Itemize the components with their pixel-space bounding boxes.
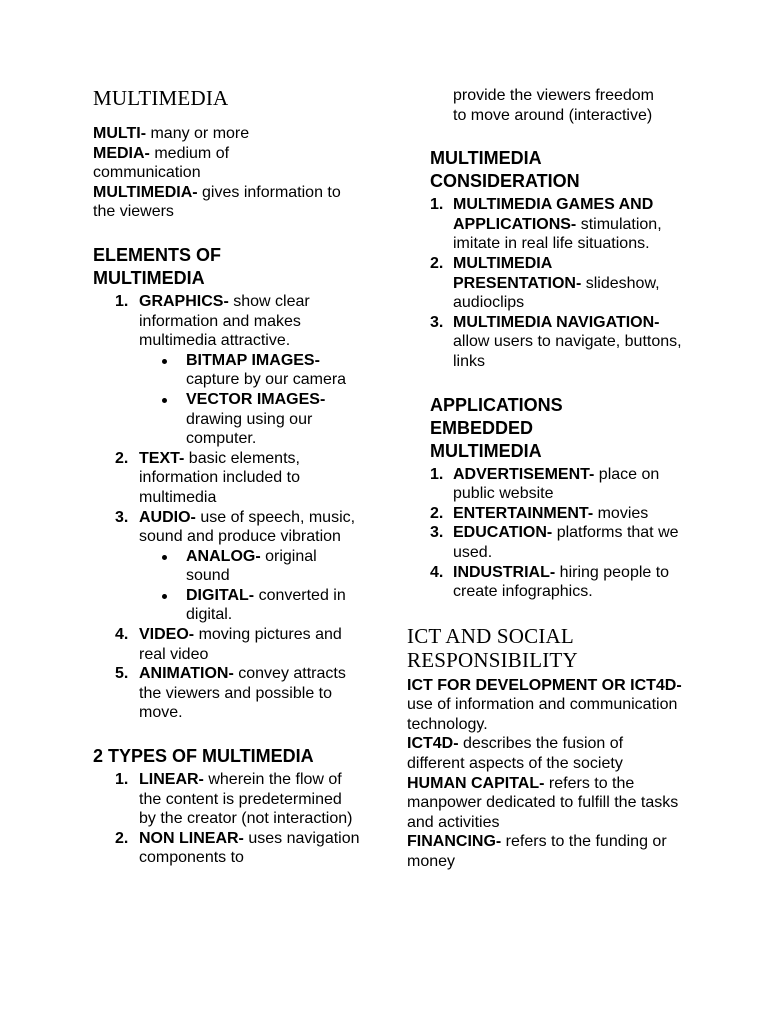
sub-term: DIGITAL- xyxy=(186,586,255,604)
definition-item xyxy=(407,774,682,833)
item-number: 2. xyxy=(115,449,129,467)
item-desc: moving pictures and real video xyxy=(139,626,342,663)
item-number: 3. xyxy=(430,524,444,542)
item-number: 1. xyxy=(115,771,129,789)
item-term: GRAPHICS- xyxy=(139,292,229,310)
definition-term: MEDIA- xyxy=(93,144,150,162)
left-column xyxy=(93,86,363,868)
list-item xyxy=(407,313,682,372)
item-number: 5. xyxy=(115,665,129,683)
definition-term: MULTI- xyxy=(93,125,147,142)
item-term: ENTERTAINMENT- xyxy=(453,504,594,522)
item-term: MULTIMEDIA GAMES AND APPLICATIONS- xyxy=(453,196,654,233)
definition-item xyxy=(407,734,682,773)
item-term: AUDIO- xyxy=(139,508,196,526)
sub-desc: drawing using our computer. xyxy=(186,410,313,448)
item-desc: allow users to navigate, buttons, links xyxy=(453,333,682,370)
sub-desc: capture by our camera xyxy=(186,371,347,389)
item-term: TEXT- xyxy=(139,449,185,467)
definition-term: ICT FOR DEVELOPMENT OR ICT4D- xyxy=(407,676,682,694)
list-item xyxy=(93,449,363,508)
consideration-list xyxy=(407,195,682,371)
list-item xyxy=(93,664,363,723)
definition-item xyxy=(93,144,273,183)
definitions xyxy=(93,124,363,222)
bullet-icon xyxy=(162,555,167,560)
item-term: MULTIMEDIA PRESENTATION- xyxy=(453,254,582,292)
list-item xyxy=(93,625,363,664)
sub-item xyxy=(93,586,363,625)
sub-term: VECTOR IMAGES- xyxy=(186,390,326,408)
definition-term: MULTIMEDIA- xyxy=(93,183,198,201)
definition-item xyxy=(407,676,682,735)
list-item xyxy=(93,770,363,829)
ict-title: ICT AND SOCIAL RESPONSIBILITY xyxy=(407,623,578,672)
definition-desc: gives information to the viewers xyxy=(93,183,341,221)
definition-item xyxy=(93,183,363,222)
list-item xyxy=(93,829,363,868)
ict-definitions xyxy=(407,676,682,872)
sub-item xyxy=(93,547,363,586)
item-term: NON LINEAR- xyxy=(139,829,244,847)
item-desc: wherein the flow of the content is predetermined by the creator (not interaction) xyxy=(139,771,353,828)
sub-desc: original sound xyxy=(186,547,317,585)
list-item xyxy=(93,292,363,351)
elements-list xyxy=(93,292,363,351)
continuation-text: provide the viewers freedom to move around (interactive) xyxy=(453,87,654,124)
item-term: LINEAR- xyxy=(139,771,204,789)
definition-item xyxy=(407,832,682,871)
item-number: 1. xyxy=(430,465,444,483)
item-number: 2. xyxy=(430,504,444,522)
definition-term: HUMAN CAPITAL- xyxy=(407,774,545,792)
item-number: 4. xyxy=(115,626,129,644)
item-desc: movies xyxy=(593,504,649,522)
sub-item xyxy=(93,390,363,449)
item-number: 4. xyxy=(430,563,444,581)
item-desc: uses navigation components to xyxy=(139,829,360,867)
definition-term: ICT4D- xyxy=(407,735,459,753)
list-item xyxy=(407,465,682,504)
definition-desc: describes the fusion of different aspects of the society xyxy=(407,735,624,773)
item-term: ANIMATION- xyxy=(139,665,234,683)
item-desc: slideshow, audioclips xyxy=(453,274,660,312)
item-number: 1. xyxy=(115,292,129,310)
definition-desc: refers to the manpower dedicated to fulfill the tasks and activities xyxy=(407,774,679,831)
item-number: 3. xyxy=(115,508,129,526)
item-desc: basic elements, information included to multimedia xyxy=(139,449,300,506)
applications-heading: APPLICATIONS EMBEDDED MULTIMEDIA xyxy=(430,394,563,461)
item-number: 2. xyxy=(430,254,444,272)
definition-desc: many or more xyxy=(146,125,250,142)
item-desc: stimulation, imitate in real life situations. xyxy=(453,215,662,253)
sub-desc: converted in digital. xyxy=(186,586,346,624)
item-term: VIDEO- xyxy=(139,626,195,644)
list-item xyxy=(407,504,682,524)
list-item xyxy=(407,195,682,254)
consideration-heading: MULTIMEDIA CONSIDERATION xyxy=(430,148,580,192)
list-item xyxy=(407,523,682,562)
definition-term: FINANCING- xyxy=(407,833,502,851)
definition-desc: use of information and communication technology. xyxy=(407,696,678,733)
elements-heading: ELEMENTS OF MULTIMEDIA xyxy=(93,244,222,288)
item-desc: hiring people to create infographics. xyxy=(453,563,670,601)
graphics-sublist xyxy=(93,351,363,449)
page-title: MULTIMEDIA xyxy=(93,86,229,110)
definition-desc: medium of communication xyxy=(93,144,230,182)
list-item xyxy=(93,508,363,547)
elements-list-cont xyxy=(93,449,363,547)
bullet-icon xyxy=(162,398,167,403)
sub-term: ANALOG- xyxy=(186,547,261,565)
item-term: EDUCATION- xyxy=(453,524,553,542)
definition-desc: refers to the funding or money xyxy=(407,833,667,871)
item-desc: use of speech, music, sound and produce vibration xyxy=(139,508,356,546)
definition-item xyxy=(93,124,363,144)
audio-sublist xyxy=(93,547,363,625)
item-term: ADVERTISEMENT- xyxy=(453,465,595,483)
item-term: MULTIMEDIA NAVIGATION- xyxy=(453,313,660,331)
sub-term: BITMAP IMAGES- xyxy=(186,351,320,369)
list-item xyxy=(407,254,682,313)
types-heading: 2 TYPES OF MULTIMEDIA xyxy=(93,746,314,767)
bullet-icon xyxy=(162,359,167,364)
applications-list xyxy=(407,465,682,602)
bullet-icon xyxy=(162,594,167,599)
item-desc: show clear information and makes multimedia attractive. xyxy=(139,292,310,350)
item-number: 2. xyxy=(115,829,129,847)
item-desc: platforms that we used. xyxy=(453,524,679,561)
item-desc: convey attracts the viewers and possible to move. xyxy=(139,665,346,722)
right-column xyxy=(407,86,682,872)
sub-item xyxy=(93,351,363,390)
elements-list-cont-2 xyxy=(93,625,363,723)
types-list xyxy=(93,770,363,868)
item-desc: place on public website xyxy=(453,465,660,503)
item-term: INDUSTRIAL- xyxy=(453,563,556,581)
list-item xyxy=(407,563,682,602)
item-number: 3. xyxy=(430,313,444,331)
item-number: 1. xyxy=(430,196,444,214)
